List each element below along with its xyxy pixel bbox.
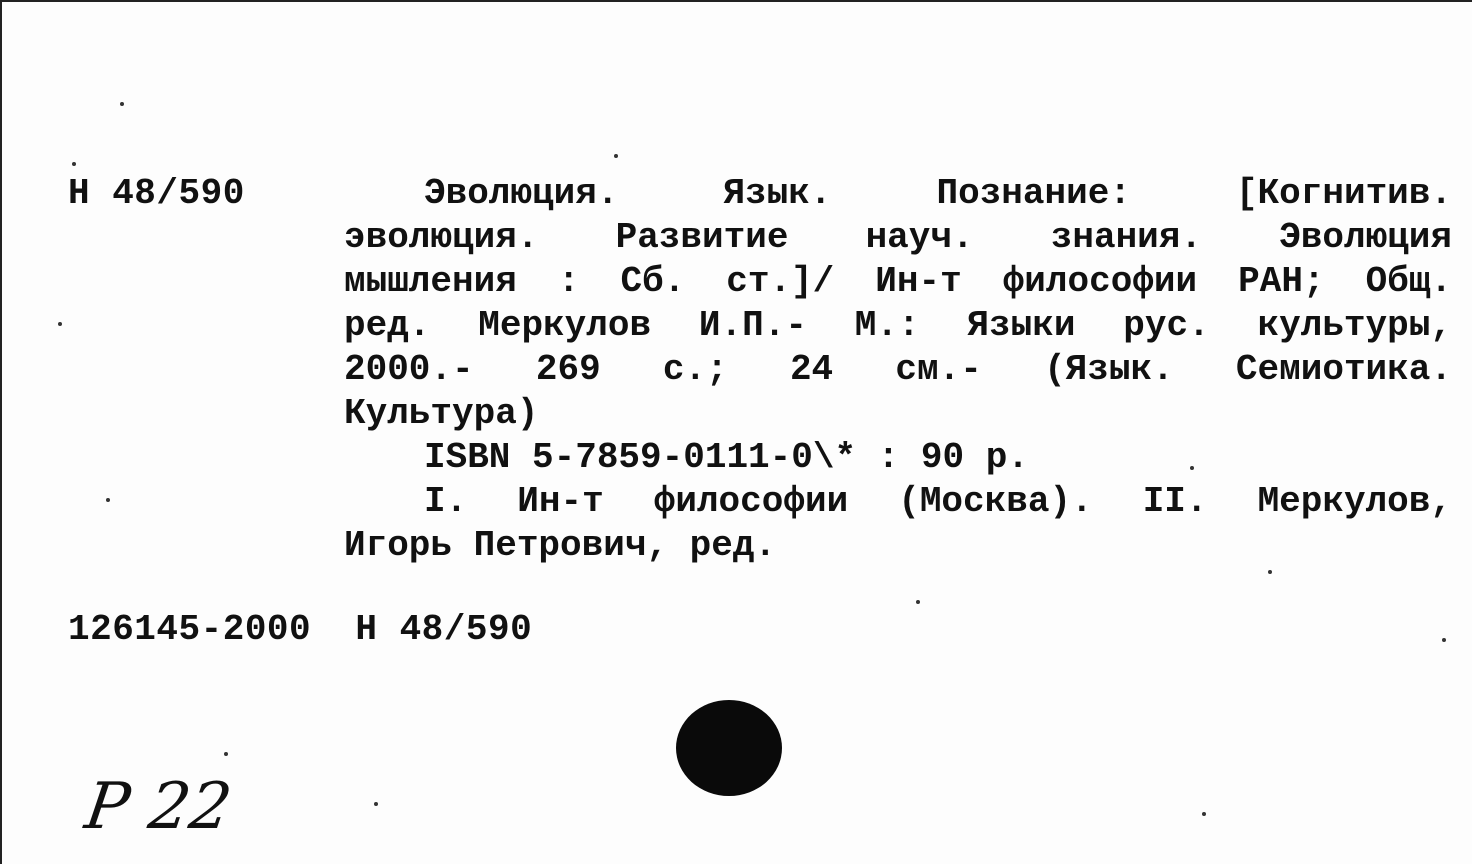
shelf-mark: Н 48/590 xyxy=(68,173,245,214)
accession-shelf-mark: Н 48/590 xyxy=(355,609,533,650)
entry-word: Ин-т xyxy=(517,481,604,522)
accession-line xyxy=(68,608,532,652)
entry-word: Эволюция. xyxy=(424,173,619,214)
entry-word: 2000.- xyxy=(344,349,474,390)
entry-line xyxy=(344,304,1452,348)
entry-word: И.П.- xyxy=(698,305,807,346)
entry-word: Язык. xyxy=(723,173,832,214)
isbn-price: ISBN 5-7859-0111-0\* : 90 р. xyxy=(424,437,1029,478)
speck xyxy=(58,322,62,326)
entry-word: : xyxy=(557,261,580,302)
added-entries-line xyxy=(344,480,1452,524)
speck xyxy=(224,752,228,756)
speck xyxy=(1442,638,1446,642)
entry-word: ст.]/ xyxy=(726,261,835,302)
entry-word: Общ. xyxy=(1365,261,1452,302)
entry-word: Семиотика. xyxy=(1235,349,1452,390)
added-entries-line xyxy=(344,524,1452,568)
entry-word: II. xyxy=(1142,481,1208,522)
entry-word: 24 xyxy=(789,349,834,390)
entry-word: [Когнитив. xyxy=(1235,173,1452,214)
entry-word: с.; xyxy=(662,349,728,390)
entry-line xyxy=(344,348,1452,392)
speck xyxy=(1268,570,1272,574)
speck xyxy=(106,498,110,502)
entry-line xyxy=(344,172,1452,216)
entry-word: Развитие xyxy=(615,217,789,258)
entry-word: Ин-т xyxy=(875,261,962,302)
entry-word: РАН; xyxy=(1238,261,1325,302)
entry-word: рус. xyxy=(1123,305,1210,346)
punch-hole xyxy=(676,700,782,796)
entry-word: Эволюция xyxy=(1279,217,1452,258)
entry-line xyxy=(344,260,1452,304)
speck xyxy=(614,154,618,158)
entry-word: знания. xyxy=(1050,217,1202,258)
entry-word: науч. xyxy=(865,217,974,258)
entry-word: Меркулов, xyxy=(1257,481,1452,522)
entry-word: Меркулов xyxy=(478,305,652,346)
entry-word: Культура) xyxy=(344,393,539,434)
bibliographic-entry xyxy=(344,172,1452,568)
entry-word: философии xyxy=(653,481,849,522)
speck xyxy=(374,802,378,806)
entry-word: философии xyxy=(1002,261,1198,302)
entry-word: эволюция. xyxy=(344,217,539,258)
entry-word: М.: xyxy=(854,305,920,346)
handwritten-note: Р 22 xyxy=(80,770,237,844)
entry-word: (Язык. xyxy=(1044,349,1174,390)
speck xyxy=(120,102,124,106)
entry-word: Познание: xyxy=(936,173,1131,214)
speck xyxy=(72,162,76,166)
entry-word: Языки xyxy=(967,305,1076,346)
entry-word: ред. xyxy=(344,305,431,346)
entry-line xyxy=(344,216,1452,260)
entry-word: (Москва). xyxy=(898,481,1093,522)
entry-word: Сб. xyxy=(620,261,686,302)
speck xyxy=(1190,466,1194,470)
entry-word: культуры, xyxy=(1257,305,1452,346)
entry-word: см.- xyxy=(895,349,982,390)
entry-word: мышления xyxy=(344,261,517,302)
accession-number: 126145-2000 xyxy=(68,609,312,650)
speck xyxy=(916,600,920,604)
entry-line xyxy=(344,392,1452,436)
speck xyxy=(1202,812,1206,816)
editor-entry: Игорь Петрович, ред. xyxy=(344,525,777,566)
entry-word: 269 xyxy=(535,349,601,390)
entry-word: I. xyxy=(424,481,468,522)
isbn-line xyxy=(344,436,1452,480)
